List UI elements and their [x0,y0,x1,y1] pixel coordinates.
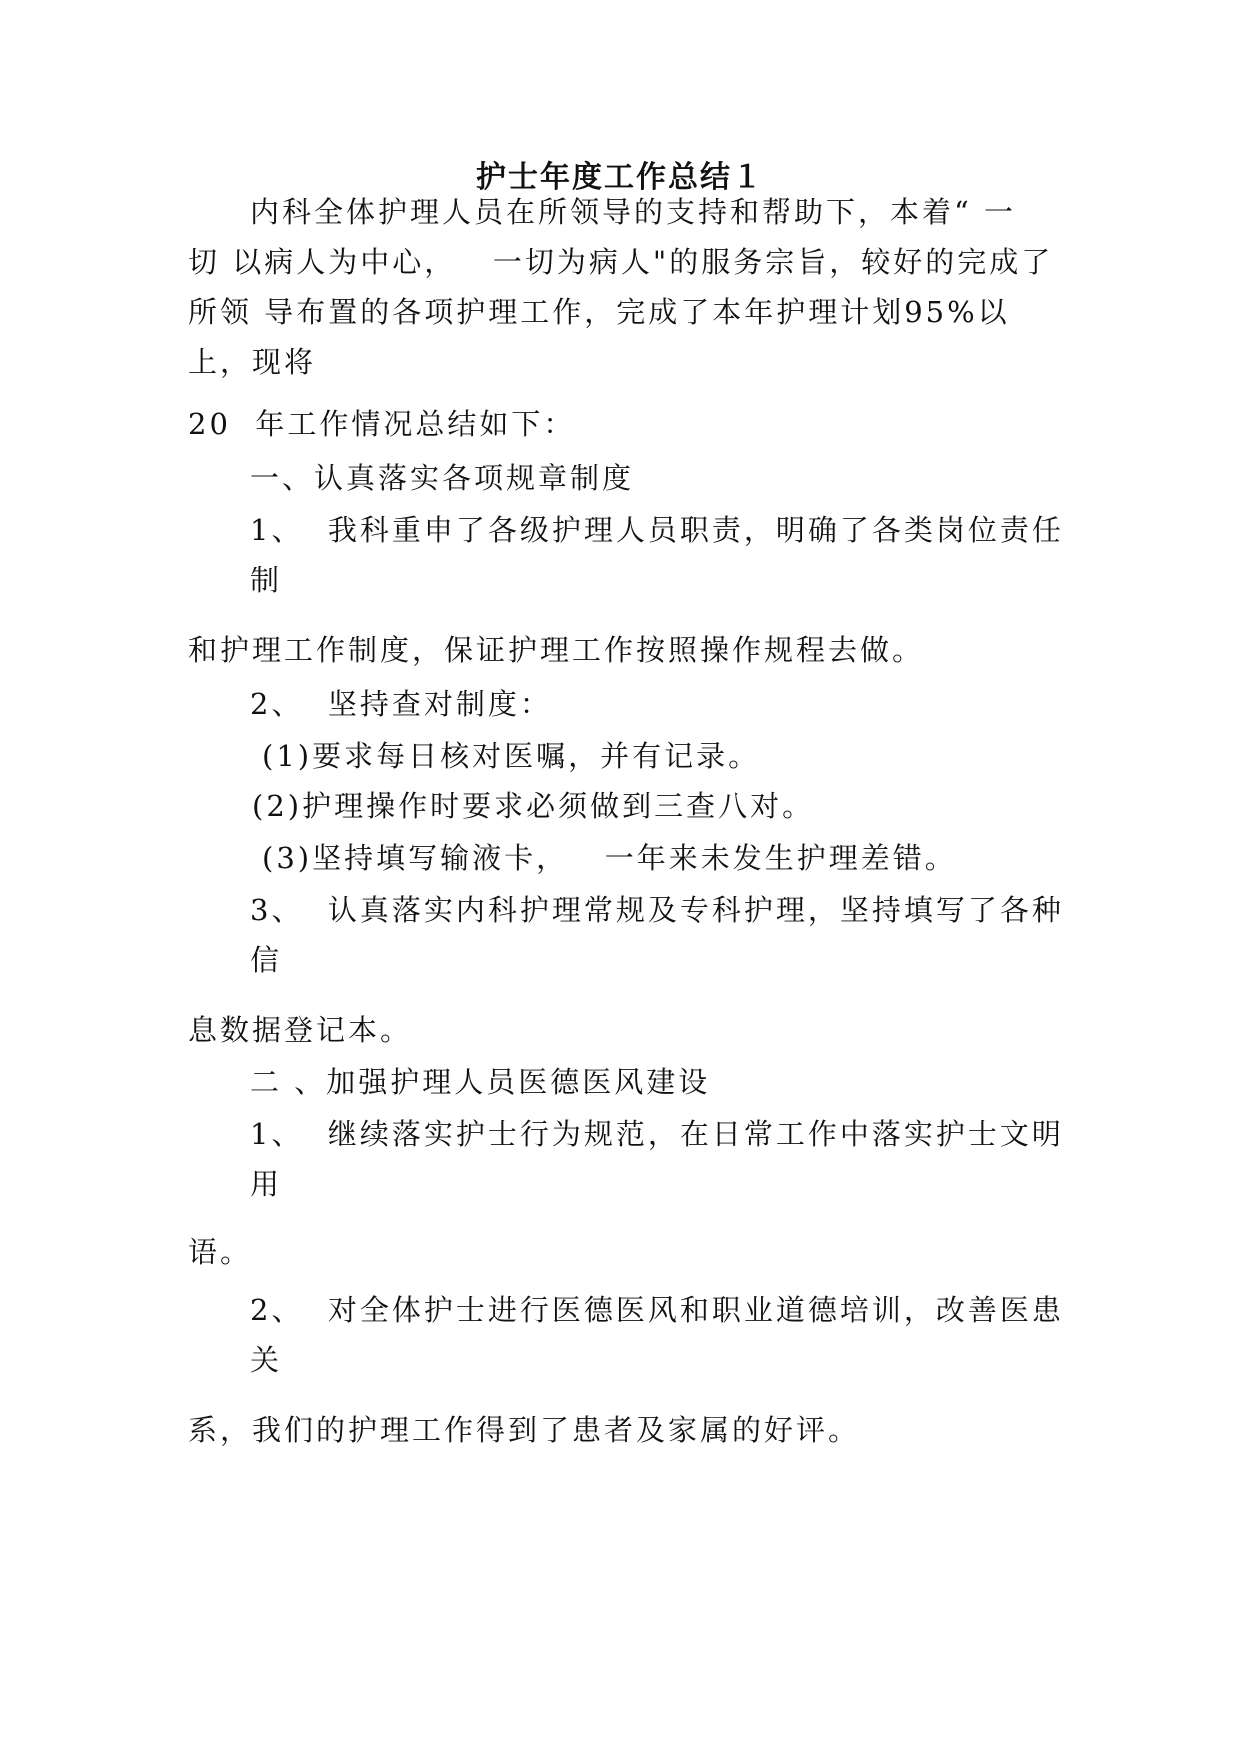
list-item-continuation: 用 [250,1167,283,1201]
paragraph-line: 所领 导布置的各项护理工作，完成了本年护理计划95%以 [188,295,1010,329]
list-item-continuation: 关 [250,1343,283,1377]
paragraph-line: 系，我们的护理工作得到了患者及家属的好评。 [188,1413,861,1447]
list-item: 2、 对全体护士进行医德医风和职业道德培训，改善医患 [250,1293,1064,1327]
list-item: 2、 坚持查对制度： [250,687,552,721]
list-item-continuation: 信 [250,943,283,977]
paragraph-line: 切 以病人为中心， 一切为病人"的服务宗旨，较好的完成了 [188,245,1054,279]
paragraph-line: 内科全体护理人员在所领导的支持和帮助下，本着“ 一 [250,195,1017,229]
paragraph-line: 20 年工作情况总结如下： [188,407,576,441]
list-item: 3、 认真落实内科护理常规及专科护理，坚持填写了各种 [250,893,1064,927]
sub-item: (2)护理操作时要求必须做到三查八对。 [252,789,815,823]
paragraph-line: 语。 [188,1235,253,1269]
paragraph-line: 息数据登记本。 [188,1013,413,1047]
list-item: 1、 我科重申了各级护理人员职责，明确了各类岗位责任 [250,513,1064,547]
paragraph-line: 和护理工作制度，保证护理工作按照操作规程去做。 [188,633,925,667]
list-item: 1、 继续落实护士行为规范，在日常工作中落实护士文明 [250,1117,1064,1151]
paragraph-line: 上，现将 [188,345,317,379]
document-title: 护士年度工作总结１ [476,160,764,195]
list-item-continuation: 制 [250,563,283,597]
sub-item: (3)坚持填写输液卡， 一年来未发生护理差错。 [262,841,957,875]
section-heading: 二 、加强护理人员医德医风建设 [250,1065,711,1099]
sub-item: (1)要求每日核对医嘱，并有记录。 [262,739,761,773]
section-heading: 一、认真落实各项规章制度 [250,461,635,495]
